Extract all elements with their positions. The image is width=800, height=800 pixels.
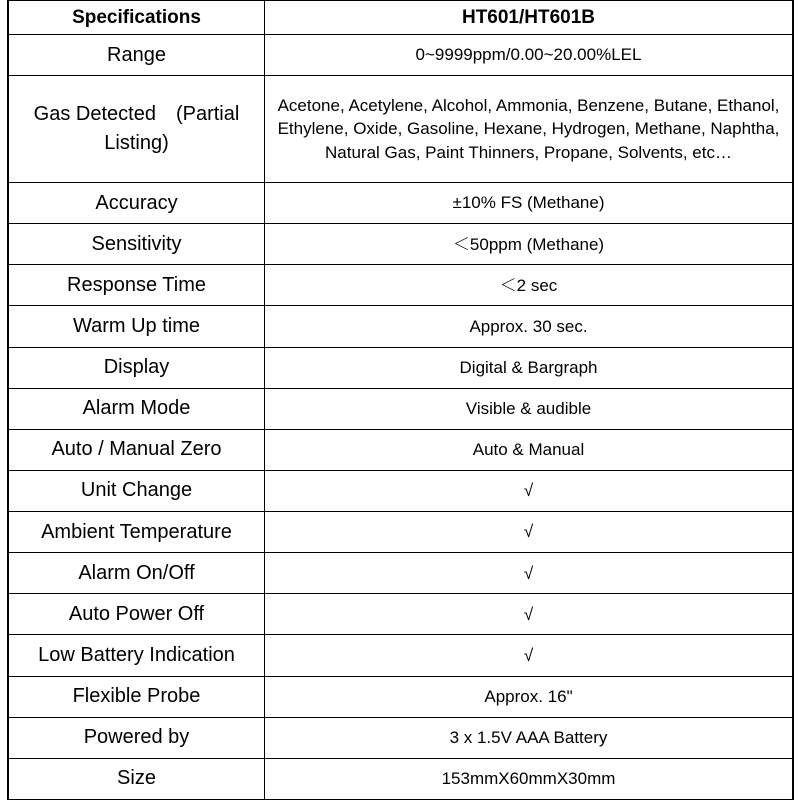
table-row-ambient-temperature	[9, 512, 793, 553]
spec-label: Warm Up time	[9, 306, 265, 347]
table-row-size	[9, 758, 793, 799]
check-mark: √	[265, 470, 793, 511]
spec-label: Accuracy	[9, 183, 265, 224]
spec-label: Unit Change	[9, 470, 265, 511]
header-specifications: Specifications	[9, 1, 265, 35]
check-mark: √	[265, 635, 793, 676]
spec-value: Acetone, Acetylene, Alcohol, Ammonia, Benzene, Butane, Ethanol, Ethylene, Oxide, Gasoline, Hexane, Hydrogen, Methane, Naphtha, Natural Gas, Paint Thinners, Propane, Solvents, etc…	[265, 76, 793, 183]
spec-label: Alarm Mode	[9, 388, 265, 429]
spec-value: ±10% FS (Methane)	[265, 183, 793, 224]
table-row-warm-up-time	[9, 306, 793, 347]
table-row-alarm-on-off	[9, 553, 793, 594]
spec-label: Display	[9, 347, 265, 388]
spec-value: ＜50ppm (Methane)	[265, 224, 793, 265]
table-row-range	[9, 35, 793, 76]
spec-label: Ambient Temperature	[9, 512, 265, 553]
table-row-alarm-mode	[9, 388, 793, 429]
spec-label: Low Battery Indication	[9, 635, 265, 676]
table-row-low-battery-indication	[9, 635, 793, 676]
check-mark: √	[265, 553, 793, 594]
spec-value: ＜2 sec	[265, 265, 793, 306]
spec-value: 153mmX60mmX30mm	[265, 758, 793, 799]
spec-label: Auto / Manual Zero	[9, 429, 265, 470]
table-row-display	[9, 347, 793, 388]
spec-label: Response Time	[9, 265, 265, 306]
table-row-gas-detected	[9, 76, 793, 183]
table-row-auto-manual-zero	[9, 429, 793, 470]
spec-value: 0~9999ppm/0.00~20.00%LEL	[265, 35, 793, 76]
table-row-sensitivity	[9, 224, 793, 265]
table-header-row	[9, 1, 793, 35]
spec-value: Approx. 30 sec.	[265, 306, 793, 347]
spec-label: Range	[9, 35, 265, 76]
spec-label: Auto Power Off	[9, 594, 265, 635]
check-mark: √	[265, 594, 793, 635]
header-model: HT601/HT601B	[265, 1, 793, 35]
specifications-table	[8, 0, 793, 800]
table-row-accuracy	[9, 183, 793, 224]
table-row-flexible-probe	[9, 676, 793, 717]
spec-label: Size	[9, 758, 265, 799]
spec-label: Sensitivity	[9, 224, 265, 265]
spec-value: Approx. 16"	[265, 676, 793, 717]
spec-value: Digital & Bargraph	[265, 347, 793, 388]
spec-value: Auto & Manual	[265, 429, 793, 470]
table-row-auto-power-off	[9, 594, 793, 635]
check-mark: √	[265, 512, 793, 553]
table-row-response-time	[9, 265, 793, 306]
spec-label: Flexible Probe	[9, 676, 265, 717]
spec-label: Powered by	[9, 717, 265, 758]
spec-value: 3 x 1.5V AAA Battery	[265, 717, 793, 758]
spec-value: Visible & audible	[265, 388, 793, 429]
spec-label: Gas Detected (Partial Listing)	[9, 76, 265, 183]
spec-label: Alarm On/Off	[9, 553, 265, 594]
table-row-powered-by	[9, 717, 793, 758]
table-row-unit-change	[9, 470, 793, 511]
